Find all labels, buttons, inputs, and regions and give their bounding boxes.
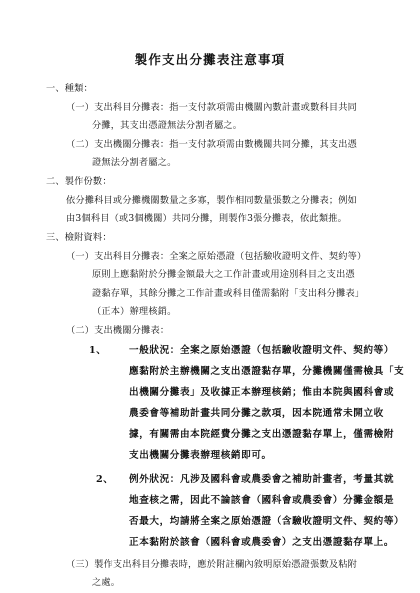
section-heading: 二、製作份數： bbox=[46, 176, 112, 187]
item-line: （一）支出科目分攤表：指一支付款項需由機關內數計畫或數科目共同 bbox=[66, 102, 358, 113]
item-line: 分攤，其支出憑證無法分割者屬之。 bbox=[92, 120, 243, 131]
subitem-marker: 2、 bbox=[96, 474, 114, 485]
item-line: （二）支出機關分攤表： bbox=[66, 325, 170, 336]
subitem-line: 據，有關需由本院經費分攤之支出憑證黏存單上，僅需檢附 bbox=[129, 429, 395, 440]
item-line: 證黏存單，其餘分攤之工作計畫或科目僅需黏附「支出科分攤表」 bbox=[92, 288, 365, 299]
paragraph-line: 由3個科目（或3個機關）共同分攤，則製作3張分攤表，依此類推。 bbox=[66, 213, 347, 224]
subitem-line: 出機關分攤表」及收據正本辦理核銷；惟由本院與國科會或 bbox=[129, 387, 395, 398]
item-line: 之處。 bbox=[92, 577, 121, 588]
section-heading: 三、檢附資料： bbox=[46, 232, 112, 243]
subitem-line: 應黏附於主辦機關之支出憑證黏存單，分攤機關僅需檢具「支 bbox=[129, 366, 405, 377]
item-line: （一）支出科目分攤表：全案之原始憑證（包括驗收證明文件、契約等） bbox=[66, 251, 367, 262]
subitem-line: 地查核之需，因此不論該會（國科會或農委會）分攤金額是 bbox=[129, 495, 395, 506]
subitem-marker: 1、 bbox=[89, 345, 107, 356]
item-line: （三）製作支出科目分攤表時，應於附註欄內敘明原始憑證張數及粘附 bbox=[66, 559, 358, 570]
subitem-line: 例外狀況：凡涉及國科會或農委會之補助計畫者，考量其就 bbox=[129, 474, 395, 485]
item-line: 原則上應黏附於分攤金額最大之工作計畫或用途別科目之支出憑 bbox=[92, 269, 355, 280]
subitem-line: 農委會等補助計畫共同分攤之款項，因本院通常未開立收 bbox=[129, 408, 384, 419]
section-heading: 一、種類： bbox=[46, 83, 93, 94]
paragraph-line: 依分攤科目或分攤機關數量之多寡，製作相同數量張數之分攤表；例如 bbox=[66, 195, 358, 206]
item-line: （正本）辦理核銷。 bbox=[92, 306, 177, 317]
item-line: 證無法分割者屬之。 bbox=[92, 157, 177, 168]
item-line: （二）支出機關分攤表：指一支付款項需由數機關共同分攤，其支出憑 bbox=[66, 139, 358, 150]
subitem-line: 正本黏附於該會（國科會或農委會）之支出憑證黏存單上。 bbox=[129, 537, 395, 548]
subitem-line: 一般狀況：全案之原始憑證（包括驗收證明文件、契約等） bbox=[129, 345, 395, 356]
page-title: 製作支出分攤表注意事項 bbox=[134, 52, 286, 67]
subitem-line: 支出機關分攤表辦理核銷即可。 bbox=[129, 450, 272, 461]
subitem-line: 否最大，均請將全案之原始憑證（含驗收證明文件、契約等） bbox=[129, 516, 405, 527]
